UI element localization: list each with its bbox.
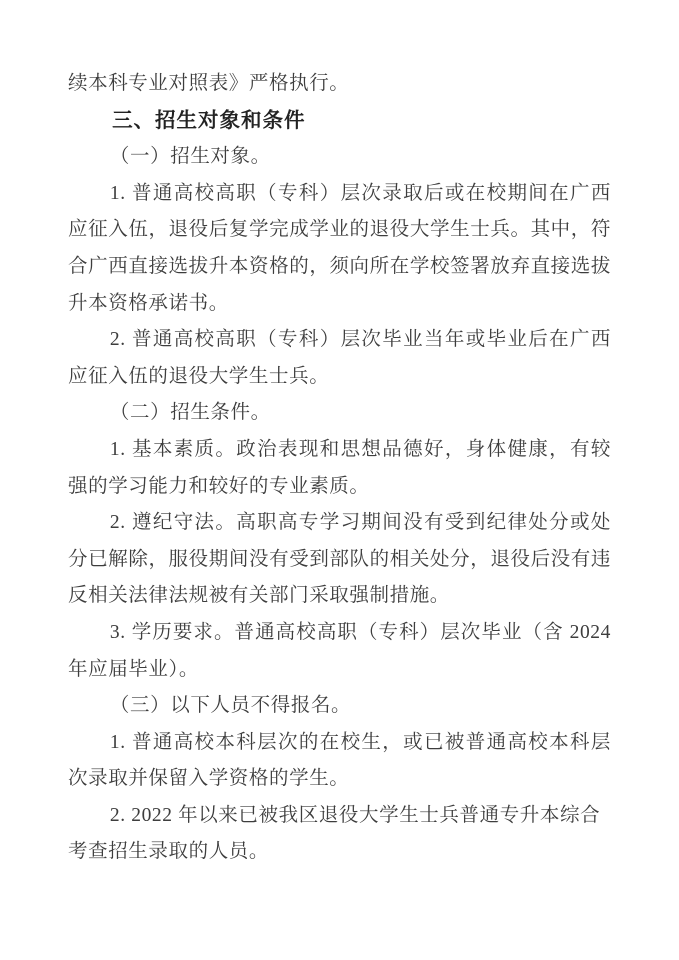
subsection-heading-ineligible-persons: （三）以下人员不得报名。 xyxy=(109,695,352,717)
paragraph-target-item-2: 2. 普通高校高职（专科）层次毕业当年或毕业后在广西应征入伍的退役大学生士兵。 xyxy=(68,329,611,387)
paragraph-ineligible-item-2: 2. 2022 年以来已被我区退役大学生士兵普通专升本综合考查招生录取的人员。 xyxy=(68,804,601,863)
paragraph-condition-item-3: 3. 学历要求。普通高校高职（专科）层次毕业（含 2024 年应届毕业）。 xyxy=(68,621,611,680)
paragraph-condition-item-2: 2. 遵纪守法。高职高专学习期间没有受到纪律处分或处分已解除，服役期间没有受到部队的相关处分，退役后没有违反相关法律法规被有关部门采取强制措施。 xyxy=(68,512,611,607)
subsection-heading-enrollment-targets: （一）招生对象。 xyxy=(109,146,271,168)
paragraph-condition-item-1: 1. 基本素质。政治表现和思想品德好，身体健康，有较强的学习能力和较好的专业素质。 xyxy=(68,438,611,497)
paragraph-ineligible-item-1: 1. 普通高校本科层次的在校生，或已被普通高校本科层次录取并保留入学资格的学生。 xyxy=(68,731,611,790)
paragraph-target-item-1: 1. 普通高校高职（专科）层次录取后或在校期间在广西应征入伍，退役后复学完成学业的退役大学生士兵。其中，符合广西直接选拔升本资格的，须向所在学校签署放弃直接选拔升本资格承诺书。 xyxy=(68,182,611,314)
section-heading-enrollment-targets-and-conditions: 三、招生对象和条件 xyxy=(112,108,306,132)
subsection-heading-enrollment-conditions: （二）招生条件。 xyxy=(109,402,271,424)
document-body xyxy=(68,66,611,871)
paragraph-continuation: 续本科专业对照表》严格执行。 xyxy=(68,73,350,94)
